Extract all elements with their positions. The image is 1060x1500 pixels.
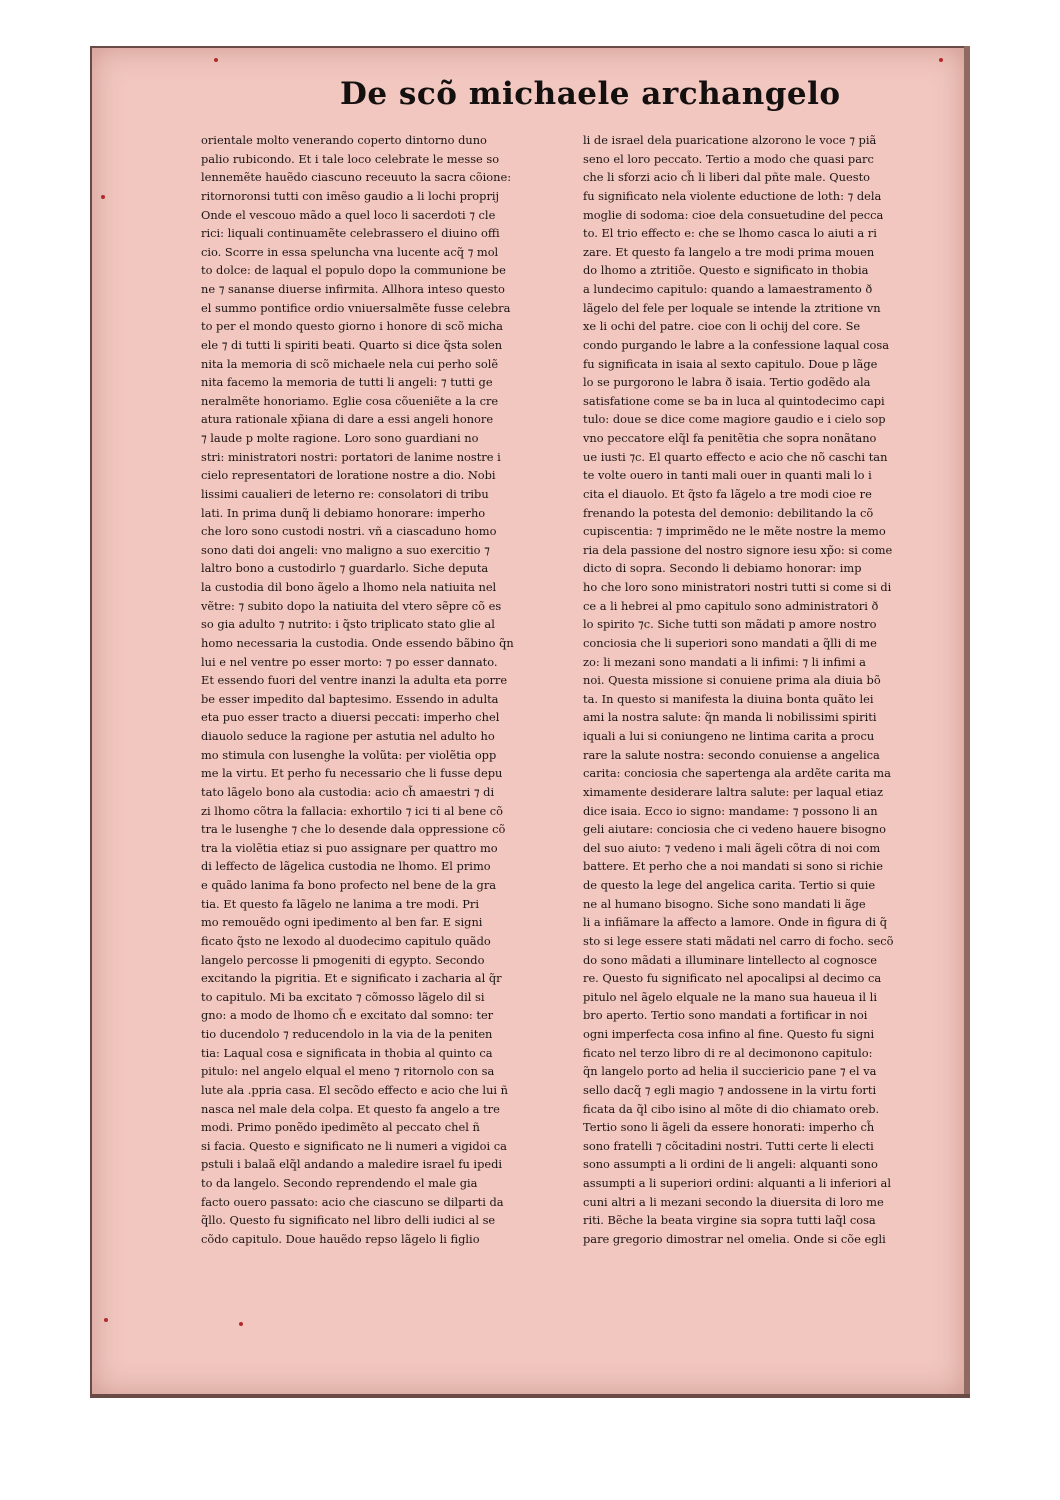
text-line: ria dela passione del nostro signore iesu xp̃o: si come <box>583 542 893 557</box>
text-line: ue iusti ⁊c. El quarto effecto e acio che nõ caschi tan <box>583 449 888 464</box>
text-line: xe li ochi del patre. cioe con li ochij del core. Se <box>583 319 861 334</box>
page-edge <box>964 46 970 1396</box>
text-line: Et essendo fuori del ventre inanzi la adulta eta porre <box>201 673 508 688</box>
text-line: to da langelo. Secondo reprendendo el male gia <box>201 1176 478 1190</box>
text-line: ele ⁊ di tutti li spiriti beati. Quarto si dice q̃sta solen <box>201 337 503 352</box>
text-line: nita facemo la memoria de tutti li angeli: ⁊ tutti ge <box>201 375 493 390</box>
text-line: ficata da q̃l cibo isino al mõte di dio chiamato oreb. <box>583 1101 880 1116</box>
text-line: battere. Et perho che a noi mandati si sono si richie <box>583 859 883 874</box>
text-line: che loro sono custodi nostri. vñ a ciascaduno homo <box>201 524 497 539</box>
text-line: lennemẽte hauẽdo ciascuno receuuto la sacra cõione: <box>201 170 512 185</box>
text-line: do sono mãdati a illuminare lintellecto al cognosce <box>583 952 878 967</box>
text-line: lãgelo del fele per loquale se intende la ztritione vn <box>583 300 881 315</box>
text-line: conciosia che li superiori sono mandati a q̃lli di me <box>583 635 877 650</box>
text-line: noi. Questa missione si conuiene prima ala diuia bõ <box>583 673 881 688</box>
text-line: el summo pontifice ordio vniuersalmẽte fusse celebra <box>201 300 511 315</box>
text-line: to dolce: de laqual el populo dopo la communione be <box>201 263 506 278</box>
text-line: frenando la potesta del demonio: debilitando la cõ <box>583 505 874 520</box>
text-line: tia. Et questo fa lãgelo ne lanima a tre modi. Pri <box>201 896 479 911</box>
text-line: laltro bono a custodirlo ⁊ guardarlo. Siche deputa <box>201 561 489 576</box>
text-line: tato lãgelo bono ala custodia: acio ch̃ amaestri ⁊ di <box>201 784 495 799</box>
text-line: ximamente desiderare laltra salute: per laqual etiaz <box>583 784 883 799</box>
text-line: gno: a modo de lhomo ch̃ e excitato dal somno: ter <box>201 1008 494 1023</box>
text-line: te volte ouero in tanti mali ouer in quanti mali lo i <box>583 468 872 483</box>
text-line: si facia. Questo e significato ne li numeri a vigidoi ca <box>201 1138 507 1153</box>
text-line: atura rationale xp̃iana di dare a essi angeli honore <box>201 412 494 427</box>
text-line: dice isaia. Ecco io signo: mandame: ⁊ possono li an <box>583 803 878 818</box>
text-line: sono fratelli ⁊ cõcitadini nostri. Tutti certe li electi <box>583 1138 874 1153</box>
text-line: pare gregorio dimostrar nel omelia. Onde si cõe egli <box>583 1231 886 1246</box>
text-line: neralmẽte honoriamo. Eglie cosa cõueniẽte a la cre <box>201 393 499 408</box>
text-line: tulo: doue se dice come magiore gaudio e i cielo sop <box>583 412 886 427</box>
text-line: cio. Scorre in essa speluncha vna lucente acq̃ ⁊ mol <box>201 244 499 259</box>
text-line: homo necessaria la custodia. Onde essendo bãbino q̃n <box>201 635 514 650</box>
text-line: do lhomo a ztritiõe. Questo e significato in thobia <box>583 263 869 278</box>
text-line: ficato nel terzo libro di re al decimonono capitulo: <box>583 1045 873 1060</box>
page-bottom-edge <box>90 1394 970 1398</box>
text-line: tia: Laqual cosa e significata in thobia al quinto ca <box>201 1045 493 1060</box>
text-line: sto si lege essere stati mãdati nel carro di focho. secõ <box>583 933 894 948</box>
text-line: riti. Bẽche la beata virgine sia sopra tutti laq̃l cosa <box>583 1213 876 1228</box>
text-line: lo spirito ⁊c. Siche tutti son mãdati p amore nostro <box>583 617 877 632</box>
text-line: sono dati doi angeli: vno maligno a suo exercitio ⁊ <box>201 542 490 557</box>
text-line: tra la violẽtia etiaz si puo assignare per quattro mo <box>201 840 498 855</box>
text-line: tra le lusenghe ⁊ che lo desende dala oppressione cõ <box>201 822 506 837</box>
text-line: re. Questo fu significato nel apocalipsi al decimo ca <box>583 971 882 986</box>
text-line: lo se purgorono le labra ð isaia. Tertio godẽdo ala <box>583 375 871 390</box>
text-line: ce a li hebrei al pmo capitulo sono administratori ð <box>583 598 879 613</box>
text-line: to capitulo. Mi ba excitato ⁊ cõmosso lãgelo dil si <box>201 989 485 1004</box>
red-mark <box>239 1322 243 1326</box>
text-line: a lundecimo capitulo: quando a lamaestramento ð <box>583 282 873 296</box>
text-line: ne ⁊ sananse diuerse infirmita. Allhora inteso questo <box>201 282 505 296</box>
red-mark <box>214 58 218 62</box>
text-line: carita: conciosia che sapertenga ala ardẽte carita ma <box>583 766 891 781</box>
text-line: che li sforzi acio ch̃ li liberi dal pñte male. Questo <box>583 170 871 185</box>
text-line: ficato q̃sto ne lexodo al duodecimo capitulo quãdo <box>201 933 491 948</box>
text-line: ⁊ laude p molte ragione. Loro sono guardiani no <box>201 431 479 445</box>
text-line: cita el diauolo. Et q̃sto fa lãgelo a tre modi cioe re <box>583 486 872 501</box>
text-line: stri: ministratori nostri: portatori de lanime nostre i <box>201 449 501 464</box>
text-line: diauolo seduce la ragione per astutia nel adulto ho <box>201 729 495 743</box>
text-line: Tertio sono li ãgeli da essere honorati: imperho ch̃ <box>583 1120 875 1135</box>
text-line: tio ducendolo ⁊ reducendolo in la via de la peniten <box>201 1027 493 1041</box>
text-line: lui e nel ventre po esser morto: ⁊ po esser dannato. <box>201 654 498 669</box>
text-line: me la virtu. Et perho fu necessario che li fusse depu <box>201 766 503 781</box>
text-line: cielo representatori de loratione nostre a dio. Nobi <box>201 468 496 483</box>
text-line: Onde el vescouo mãdo a quel loco li sacerdoti ⁊ cle <box>201 207 496 222</box>
text-line: e quãdo lanima fa bono profecto nel bene de la gra <box>201 878 497 892</box>
text-line: de questo la lege del angelica carita. Tertio si quie <box>583 878 876 892</box>
text-line: zi lhomo cõtra la fallacia: exhortilo ⁊ ici ti al bene cõ <box>201 803 504 818</box>
text-line: lati. In prima dunq̃ li debiamo honorare: imperho <box>201 505 486 520</box>
text-line: mo remouẽdo ogni ipedimento al ben far. E signi <box>201 915 483 930</box>
text-line: assumpti a li superiori ordini: alquanti a li inferiori al <box>583 1176 891 1190</box>
page-header: De scõ michaele archangelo <box>340 76 841 112</box>
text-line: cõdo capitulo. Doue hauẽdo repso lãgelo li figlio <box>201 1231 480 1246</box>
text-line: fu significata in isaia al sexto capitulo. Doue p lãge <box>583 356 878 371</box>
text-line: palio rubicondo. Et i tale loco celebrate le messe so <box>201 151 500 166</box>
text-line: dicto di sopra. Secondo li debiamo honorar: imp <box>583 561 862 576</box>
text-line: bro aperto. Tertio sono mandati a fortificar in noi <box>583 1008 868 1023</box>
text-line: ta. In questo si manifesta la diuina bonta quãto lei <box>583 691 874 706</box>
text-line: iquali a lui si coniungeno ne lintima carita a procu <box>583 729 875 743</box>
text-line: seno el loro peccato. Tertio a modo che quasi parc <box>583 151 874 166</box>
text-line: excitando la pigritia. Et e significato i zacharia al q̃r <box>201 971 502 986</box>
text-line: rici: liquali continuamẽte celebrassero el diuino offi <box>201 226 500 241</box>
text-line: rare la salute nostra: secondo conuiense a angelica <box>583 747 880 762</box>
text-line: q̃llo. Questo fu significato nel libro delli iudici al se <box>201 1213 496 1228</box>
text-line: sello dacq̃ ⁊ egli magio ⁊ andossene in la virtu forti <box>583 1082 877 1097</box>
text-line: di leffecto de lãgelica custodia ne lhomo. El primo <box>201 859 491 874</box>
text-line: sono assumpti a li ordini de li angeli: alquanti sono <box>583 1157 878 1172</box>
text-line: to per el mondo questo giorno i honore di scõ micha <box>201 319 503 334</box>
text-line: zare. Et questo fa langelo a tre modi prima mouen <box>583 244 875 259</box>
text-line: li de israel dela puaricatione alzorono le voce ⁊ piã <box>583 133 877 147</box>
text-line: nasca nel male dela colpa. Et questo fa angelo a tre <box>201 1101 500 1116</box>
text-line: cupiscentia: ⁊ imprimẽdo ne le mẽte nostre la memo <box>583 524 886 539</box>
text-line: ne al humano bisogno. Siche sono mandati li ãge <box>583 896 866 911</box>
text-line: vno peccatore elq̃l fa penitẽtia che sopra nonãtano <box>583 431 877 445</box>
text-line: orientale molto venerando coperto dintorno duno <box>201 133 487 147</box>
text-line: condo purgando le labre a la confessione laqual cosa <box>583 337 890 352</box>
text-line: lissimi caualieri de leterno re: consolatori di tribu <box>201 486 489 501</box>
text-line: vẽtre: ⁊ subito dopo la natiuita del vtero sẽpre cõ es <box>201 598 502 613</box>
text-line: cuni altri a li mezani secondo la diuersita di loro me <box>583 1194 884 1209</box>
text-line: la custodia dil bono ãgelo a lhomo nela natiuita nel <box>201 580 497 594</box>
red-mark <box>939 58 943 62</box>
text-line: moglie di sodoma: cioe dela consuetudine del pecca <box>583 207 884 222</box>
text-line: so gia adulto ⁊ nutrito: i q̃sto triplicato stato glie al <box>201 617 495 632</box>
text-column-right <box>583 131 955 1249</box>
text-line: q̃n langelo porto ad helia il succiericio pane ⁊ el va <box>583 1064 877 1079</box>
text-line: pitulo: nel angelo elqual el meno ⁊ ritornolo con sa <box>201 1064 495 1079</box>
text-line: ogni imperfecta cosa infino al fine. Questo fu signi <box>583 1027 875 1041</box>
text-column-left <box>201 131 579 1249</box>
text-line: langelo percosse li pmogeniti di egypto. Secondo <box>201 952 485 967</box>
text-line: to. El trio effecto e: che se lhomo casca lo aiuti a ri <box>583 226 877 241</box>
text-line: ho che loro sono ministratori nostri tutti si come si di <box>583 580 892 594</box>
text-line: del suo aiuto: ⁊ vedeno i mali ãgeli cõtra di noi com <box>583 840 881 855</box>
text-line: geli aiutare: conciosia che ci vedeno hauere bisogno <box>583 822 886 837</box>
text-line: pstuli i balaã elq̃l andando a maledire israel fu ipedi <box>201 1157 503 1172</box>
red-mark <box>101 195 105 199</box>
text-line: lute ala .ppria casa. El secõdo effecto e acio che lui ñ <box>201 1082 509 1097</box>
text-line: li a infiãmare la affecto a lamore. Onde in figura di q̃ <box>583 915 887 930</box>
text-line: pitulo nel ãgelo elquale ne la mano sua haueua il li <box>583 989 877 1004</box>
text-line: fu significato nela violente eductione de loth: ⁊ dela <box>583 188 882 203</box>
text-line: nita la memoria di scõ michaele nela cui perho solẽ <box>201 356 499 371</box>
text-line: facto ouero passato: acio che ciascuno se dilparti da <box>201 1194 504 1209</box>
text-line: satisfatione come se ba in luca al quintodecimo capi <box>583 393 885 408</box>
text-line: eta puo esser tracto a diuersi peccati: imperho chel <box>201 710 500 725</box>
text-line: be esser impedito dal baptesimo. Essendo in adulta <box>201 691 499 706</box>
text-line: modi. Primo ponẽdo ipedimẽto al peccato chel ñ <box>201 1120 480 1135</box>
text-line: mo stimula con lusenghe la volũta: per violẽtia opp <box>201 747 497 762</box>
text-line: ritornoronsi tutti con imẽso gaudio a li lochi proprij <box>201 188 500 203</box>
text-line: zo: li mezani sono mandati a li infimi: ⁊ li infimi a <box>583 654 866 669</box>
text-line: ami la nostra salute: q̃n manda li nobilissimi spiriti <box>583 710 877 725</box>
red-mark <box>104 1318 108 1322</box>
